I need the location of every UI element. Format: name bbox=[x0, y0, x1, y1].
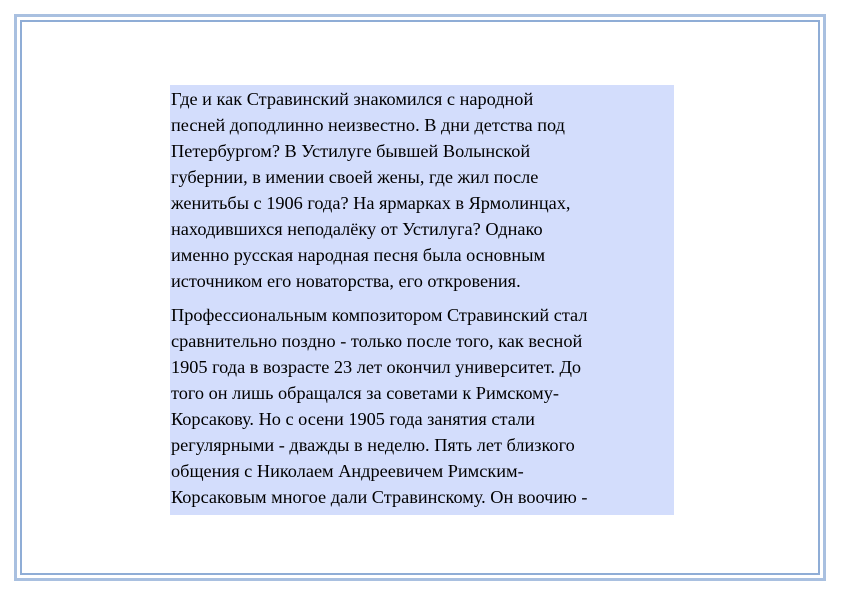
paragraph-1-line: находившихся неподалёку от Устилуга? Однако bbox=[171, 219, 543, 239]
paragraph-1-line: именно русская народная песня была основным bbox=[171, 245, 546, 265]
paragraph-2-line: регулярными - дважды в неделю. Пять лет близкого bbox=[171, 435, 575, 455]
paragraph-2-line: Корсаковым многое дали Стравинскому. Он воочию - bbox=[171, 487, 588, 507]
paragraph-1-line: песней доподлинно неизвестно. В дни детства под bbox=[171, 115, 565, 135]
paragraph-1-line: Где и как Стравинский знакомился с народной bbox=[171, 89, 534, 109]
paragraph-2 bbox=[171, 302, 674, 510]
paragraph-1-line: Петербургом? В Устилуге бывшей Волынской bbox=[171, 141, 531, 161]
paragraph-1-line: губернии, в имении своей жены, где жил после bbox=[171, 167, 539, 187]
paragraph-1-line: источником его новаторства, его откровения. bbox=[171, 271, 521, 291]
paragraph-2-line: Профессиональным композитором Стравинский стал bbox=[171, 305, 588, 325]
paragraph-2-line: общения с Николаем Андреевичем Римским- bbox=[171, 461, 524, 481]
paragraph-2-line: того он лишь обращался за советами к Римскому- bbox=[171, 383, 559, 403]
paragraph-2-line: Корсакову. Но с осени 1905 года занятия стали bbox=[171, 409, 535, 429]
paragraph-1-line: женитьбы с 1906 года? На ярмарках в Ярмолинцах, bbox=[171, 193, 571, 213]
paragraph-1 bbox=[171, 86, 674, 294]
paragraph-2-line: 1905 года в возрасте 23 лет окончил университет. До bbox=[171, 357, 582, 377]
paragraph-2-line: сравнительно поздно - только после того, как весной bbox=[171, 331, 583, 351]
highlighted-text-block[interactable] bbox=[170, 85, 674, 515]
